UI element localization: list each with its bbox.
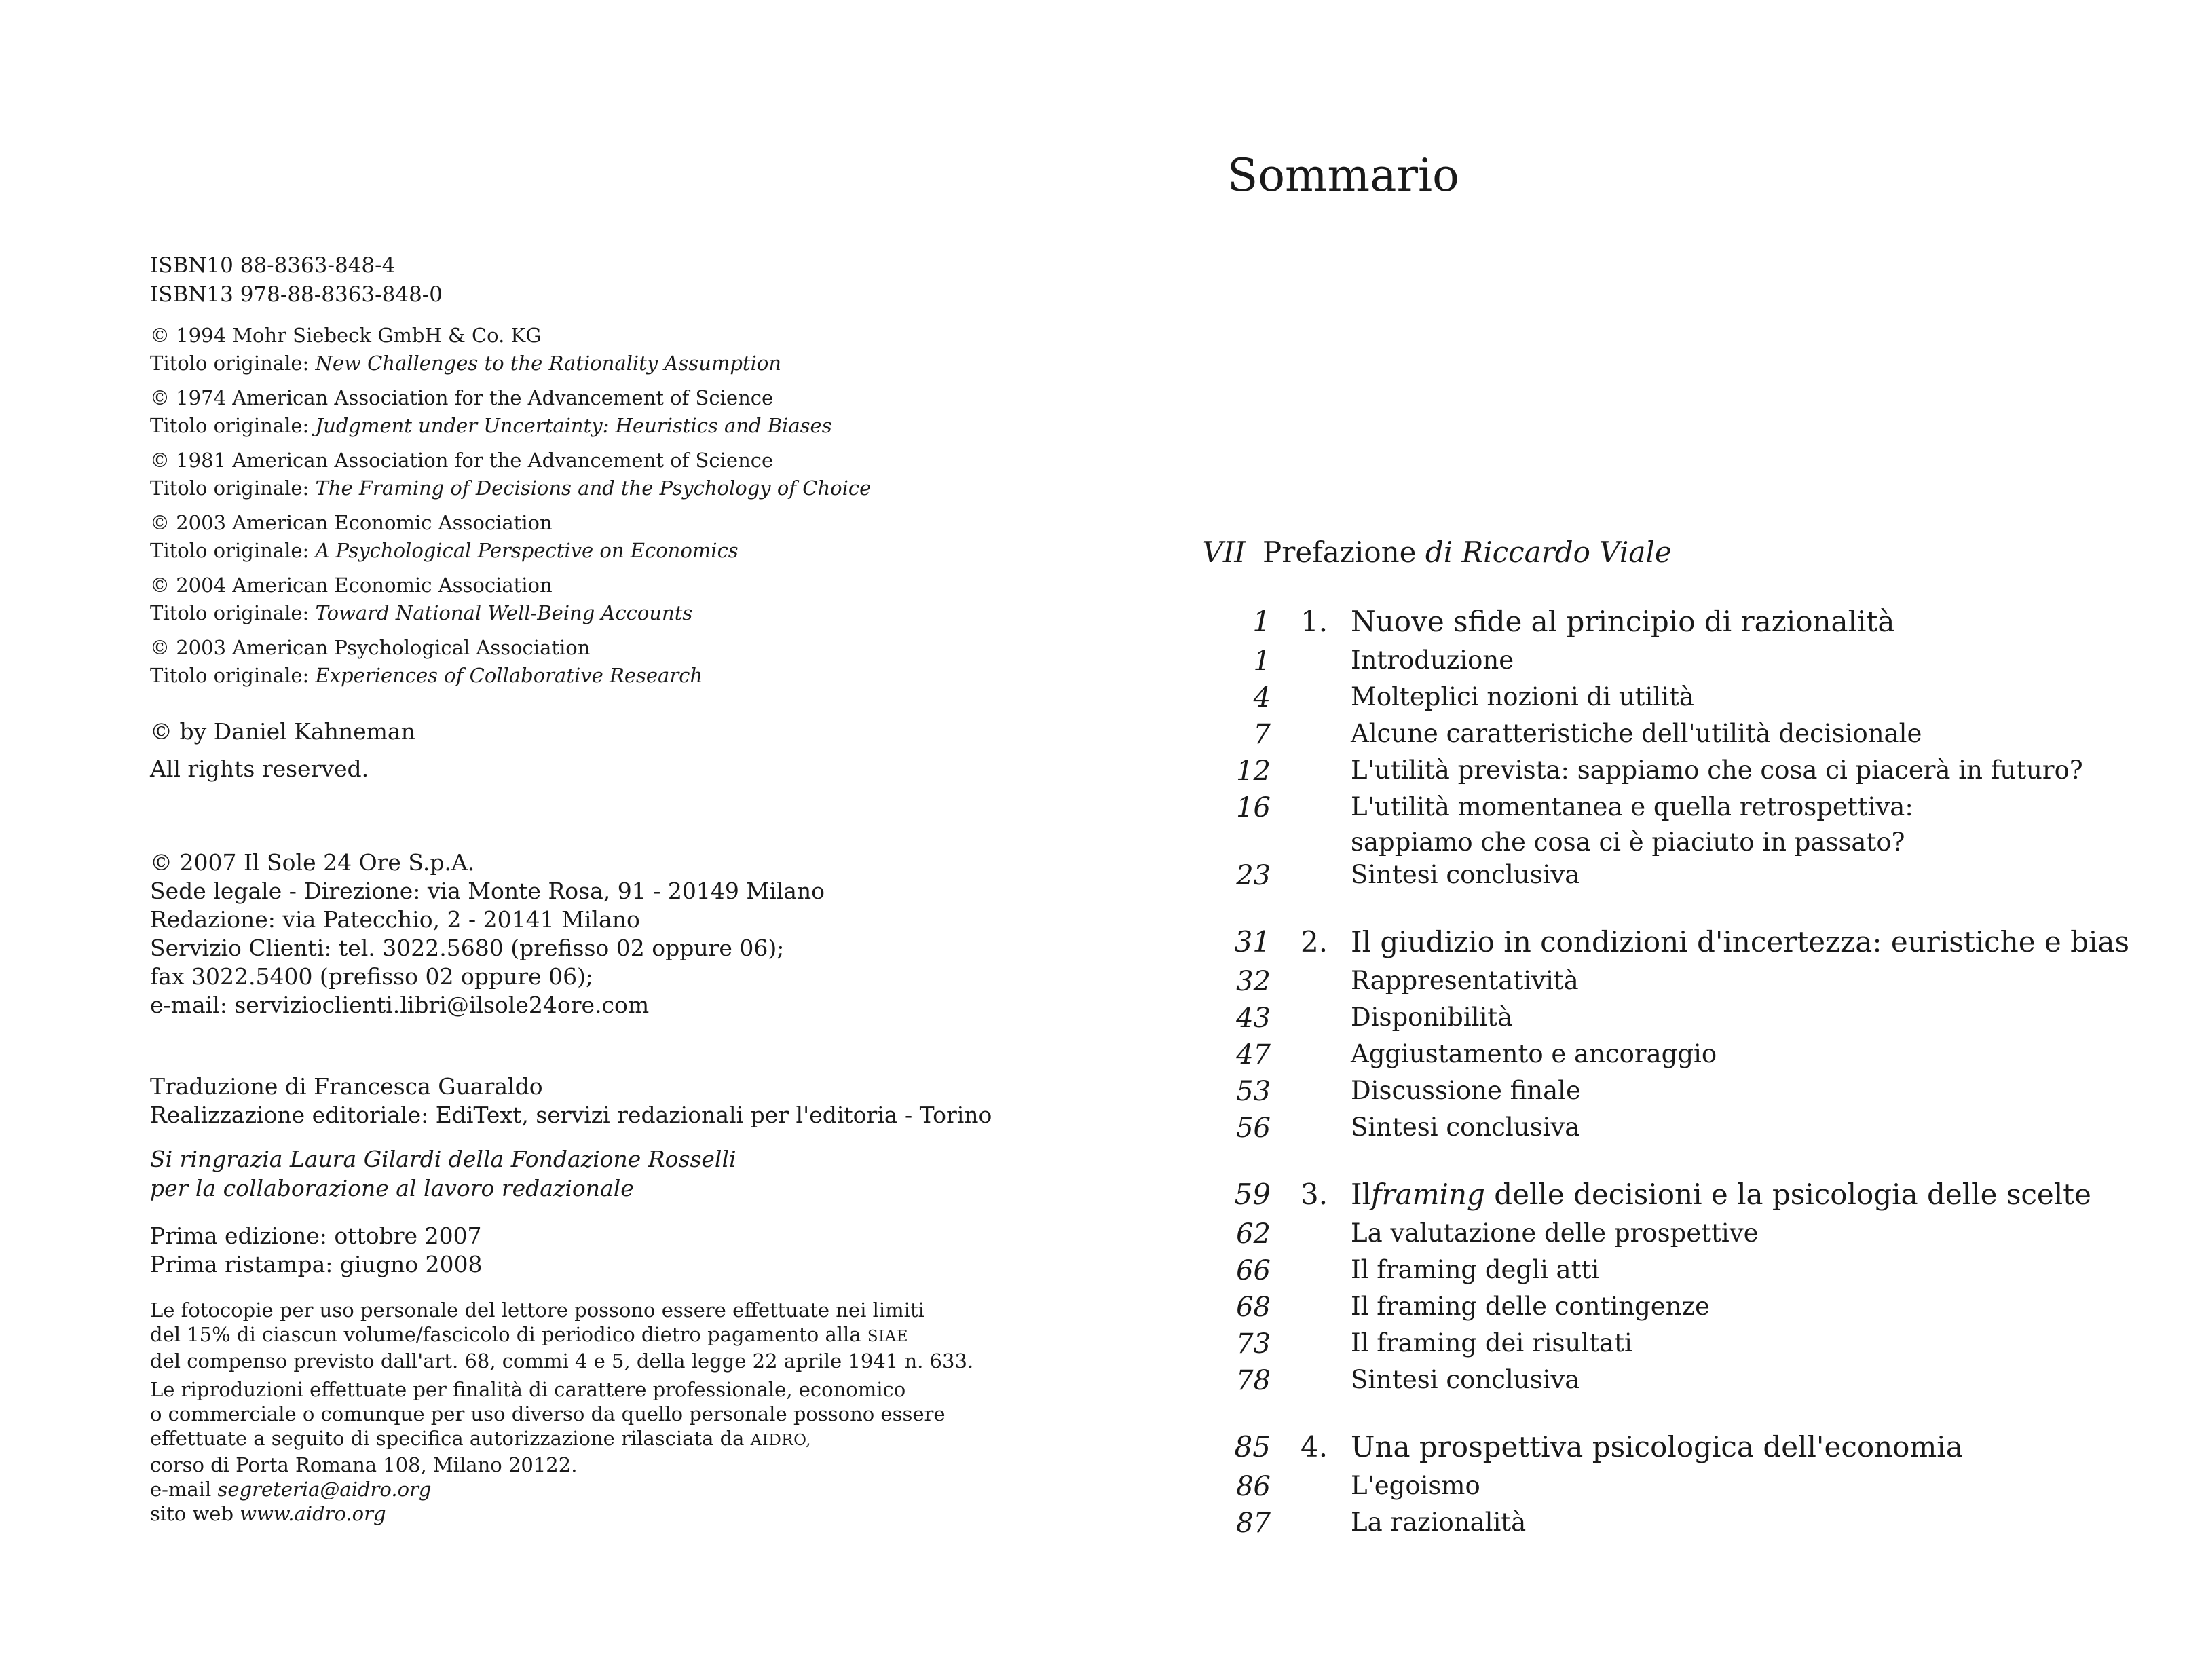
toc-section	[1195, 1326, 2192, 1362]
toc-section	[1195, 1252, 2192, 1289]
toc-section	[1195, 679, 2192, 716]
toc-entry-title: Rappresentatività	[1351, 966, 1579, 995]
first-reprint: Prima ristampa: giugno 2008	[150, 1251, 483, 1277]
toc-entry-title: Sintesi conclusiva	[1351, 1113, 1580, 1142]
publisher-info	[150, 848, 1032, 1020]
rights-title: New Challenges to the Rationality Assumption	[315, 352, 781, 375]
toc-entry-title: Aggiustamento e ancoraggio	[1351, 1039, 1717, 1068]
toc-page-number: 16	[1236, 792, 1271, 823]
toc-page-number: 59	[1234, 1178, 1271, 1211]
rights-entry	[150, 322, 1032, 377]
rights-original-title	[150, 412, 1032, 440]
toc-section	[1195, 1000, 2192, 1037]
rights-title: The Framing of Decisions and the Psychology of Choice	[315, 477, 872, 500]
toc-entry-title: Introduzione	[1351, 646, 1514, 675]
rights-list	[150, 322, 1032, 690]
rights-entry	[150, 572, 1032, 627]
toc-chapter-number: 2.	[1301, 925, 1328, 958]
rights-label: Titolo originale:	[150, 352, 310, 375]
toc-entry-title: Molteplici nozioni di utilità	[1351, 682, 1694, 711]
toc-entry-prefazione	[1195, 533, 2192, 570]
rights-label: Titolo originale:	[150, 539, 310, 562]
legal-line: Le fotocopie per uso personale del lettore possono essere effettuate nei limiti	[150, 1299, 924, 1322]
toc-title-part: Il	[1351, 1178, 1372, 1211]
toc-entry-title: Sintesi conclusiva	[1351, 1365, 1580, 1394]
toc-entry-title: La valutazione delle prospettive	[1351, 1218, 1759, 1248]
toc-entry-title: Il framing delle contingenze	[1351, 1292, 1710, 1321]
rights-label: Titolo originale:	[150, 664, 310, 687]
toc-section	[1195, 1110, 2192, 1146]
toc-page-number: 47	[1236, 1039, 1271, 1070]
toc-page-number: 66	[1236, 1255, 1271, 1286]
toc-page-number: 87	[1236, 1508, 1271, 1539]
rights-label: Titolo originale:	[150, 414, 310, 437]
toc-page-number: 31	[1234, 925, 1271, 958]
rights-entry	[150, 634, 1032, 690]
toc-chapter-4	[1195, 1427, 2192, 1468]
toc-section	[1195, 789, 2192, 857]
aidro-web-line	[150, 1501, 1032, 1526]
legal-line	[150, 1426, 1032, 1453]
toc-section	[1195, 1216, 2192, 1252]
publisher-editorial-address: Redazione: via Patecchio, 2 - 20141 Milano	[150, 906, 640, 933]
toc-section	[1195, 1037, 2192, 1073]
legal-line: o commerciale o comunque per uso diverso da quello personale possono essere	[150, 1402, 946, 1425]
toc-page-number: 1	[1253, 646, 1271, 677]
isbn-10: ISBN10 88-8363-848-4	[150, 253, 396, 278]
toc-page-number: 78	[1236, 1365, 1271, 1396]
aidro-email-line	[150, 1477, 1032, 1501]
toc-section	[1195, 753, 2192, 789]
toc-page-number: 56	[1236, 1113, 1271, 1144]
prefazione-label: Prefazione	[1263, 536, 1417, 569]
aidro-email: segreteria@aidro.org	[217, 1478, 432, 1501]
toc-entry-title	[1351, 789, 1913, 860]
right-page-contents	[1103, 0, 2206, 1680]
legal-line: del compenso previsto dall'art. 68, commi 4 e 5, della legge 22 aprile 1941 n. 633.	[150, 1349, 974, 1373]
toc-title-line: sappiamo che cosa ci è piaciuto in passato?	[1351, 827, 1905, 857]
toc-entry-title: Discussione finale	[1351, 1076, 1581, 1105]
acknowledgement	[150, 1144, 1032, 1203]
toc-entry-title: Sintesi conclusiva	[1351, 860, 1580, 889]
toc-page-number: 7	[1253, 719, 1271, 750]
rights-copyright: © 1974 American Association for the Advancement of Science	[150, 386, 774, 409]
toc-chapter-number: 1.	[1301, 605, 1328, 638]
toc-entry-title: Il framing dei risultati	[1351, 1328, 1632, 1358]
edition-info	[150, 1222, 1032, 1279]
toc-section	[1195, 857, 2192, 894]
toc-page-number: 43	[1236, 1003, 1271, 1034]
rights-entry	[150, 447, 1032, 502]
author-rights	[150, 713, 1032, 787]
toc-section	[1195, 1073, 2192, 1110]
toc-page-number: 53	[1236, 1076, 1271, 1107]
toc-page-number: 85	[1234, 1430, 1271, 1463]
publisher-legal-address: Sede legale - Direzione: via Monte Rosa, 91 - 20149 Milano	[150, 878, 825, 904]
all-rights-reserved: All rights reserved.	[150, 755, 369, 782]
toc-section	[1195, 963, 2192, 1000]
rights-copyright: © 1981 American Association for the Advancement of Science	[150, 449, 774, 472]
rights-original-title	[150, 474, 1032, 502]
rights-title: Toward National Well-Being Accounts	[315, 601, 693, 624]
publisher-fax: fax 3022.5400 (prefisso 02 oppure 06);	[150, 963, 594, 990]
toc-section	[1195, 716, 2192, 753]
toc-page-number: 12	[1236, 755, 1271, 787]
toc-entry-title	[1263, 533, 1672, 572]
toc-page-number: 62	[1236, 1218, 1271, 1250]
legal-line	[150, 1322, 1032, 1349]
prefazione-author: di Riccardo Viale	[1425, 536, 1672, 569]
rights-label: Titolo originale:	[150, 601, 310, 624]
toc-entry-title: Disponibilità	[1351, 1003, 1513, 1032]
toc-entry-title: L'egoismo	[1351, 1471, 1480, 1500]
rights-entry	[150, 384, 1032, 440]
toc-entry-title: Una prospettiva psicologica dell'economia	[1351, 1430, 1963, 1463]
toc-entry-title: La razionalità	[1351, 1508, 1527, 1537]
editorial-production: Realizzazione editoriale: EdiText, servizi redazionali per l'editoria - Torino	[150, 1102, 992, 1128]
photocopy-legal-notice	[150, 1298, 1032, 1526]
rights-label: Titolo originale:	[150, 477, 310, 500]
toc-title-line: L'utilità momentanea e quella retrospettiva:	[1351, 792, 1913, 821]
rights-title: A Psychological Perspective on Economics	[315, 539, 739, 562]
toc-page-number: 4	[1253, 682, 1271, 713]
acknowledgement-line: Si ringrazia Laura Gilardi della Fondazione Rosselli	[150, 1146, 736, 1172]
legal-line: Le riproduzioni effettuate per finalità di carattere professionale, economico	[150, 1378, 906, 1401]
toc-section	[1195, 643, 2192, 679]
toc-page-number: 68	[1236, 1292, 1271, 1323]
rights-original-title	[150, 350, 1032, 377]
rights-original-title	[150, 537, 1032, 565]
legal-text: effettuate a seguito di specifica autorizzazione rilasciata da	[150, 1427, 745, 1450]
page-title: Sommario	[1227, 149, 1459, 202]
toc-page-number: 23	[1236, 860, 1271, 891]
publisher-email: e-mail: servizioclienti.libri@ilsole24ore.com	[150, 992, 650, 1018]
toc-title-italic: framing	[1371, 1178, 1485, 1211]
toc-page-number: 32	[1236, 966, 1271, 997]
toc-entry-title: Nuove sfide al principio di razionalità	[1351, 605, 1895, 638]
web-label: sito web	[150, 1502, 234, 1525]
translator: Traduzione di Francesca Guaraldo	[150, 1073, 543, 1100]
aidro-website: www.aidro.org	[240, 1502, 386, 1525]
rights-copyright: © 1994 Mohr Siebeck GmbH & Co. KG	[150, 324, 542, 347]
toc-entry-title: Il framing degli atti	[1351, 1255, 1600, 1284]
toc-entry-title	[1351, 1175, 2091, 1214]
toc-page-number: 86	[1236, 1471, 1271, 1502]
legal-paragraph-professional	[150, 1377, 1032, 1526]
table-of-contents	[1195, 533, 2192, 1542]
isbn-block	[150, 251, 1032, 310]
toc-section	[1195, 1289, 2192, 1326]
isbn-13: ISBN13 978-88-8363-848-0	[150, 282, 443, 307]
toc-chapter-1	[1195, 602, 2192, 643]
rights-copyright: © 2003 American Psychological Association	[150, 636, 591, 659]
toc-entry-title: L'utilità prevista: sappiamo che cosa ci piacerà in futuro?	[1351, 755, 2083, 785]
first-edition: Prima edizione: ottobre 2007	[150, 1222, 482, 1249]
toc-entry-title: Alcune caratteristiche dell'utilità decisionale	[1351, 719, 1922, 748]
toc-entry-title: Il giudizio in condizioni d'incertezza: euristiche e bias	[1351, 925, 2130, 958]
translation-credits	[150, 1072, 1032, 1130]
toc-page-number: 73	[1236, 1328, 1271, 1360]
rights-copyright: © 2003 American Economic Association	[150, 511, 553, 534]
legal-text: del 15% di ciascun volume/fascicolo di periodico dietro pagamento alla	[150, 1323, 861, 1346]
author-copyright: © by Daniel Kahneman	[150, 718, 415, 745]
toc-section	[1195, 1468, 2192, 1505]
rights-title: Judgment under Uncertainty: Heuristics and Biases	[315, 414, 832, 437]
acknowledgement-line: per la collaborazione al lavoro redazionale	[150, 1175, 634, 1201]
toc-chapter-number: 3.	[1301, 1178, 1328, 1211]
rights-entry	[150, 509, 1032, 565]
toc-section	[1195, 1505, 2192, 1542]
legal-paragraph-personal	[150, 1298, 1032, 1373]
publisher-copyright: © 2007 Il Sole 24 Ore S.p.A.	[150, 849, 475, 876]
email-label: e-mail	[150, 1478, 212, 1501]
siae-abbr: SIAE	[867, 1328, 909, 1345]
rights-title: Experiences of Collaborative Research	[315, 664, 703, 687]
publisher-customer-service: Servizio Clienti: tel. 3022.5680 (prefisso 02 oppure 06);	[150, 935, 785, 961]
legal-line: corso di Porta Romana 108, Milano 20122.	[150, 1453, 578, 1476]
toc-title-part: delle decisioni e la psicologia delle scelte	[1494, 1178, 2091, 1211]
toc-chapter-number: 4.	[1301, 1430, 1328, 1463]
toc-section	[1195, 1362, 2192, 1399]
toc-chapter-2	[1195, 922, 2192, 963]
toc-page-number: VII	[1202, 536, 1246, 569]
toc-page-number: 1	[1252, 605, 1271, 638]
rights-original-title	[150, 662, 1032, 690]
colophon	[150, 251, 1032, 1530]
rights-original-title	[150, 599, 1032, 627]
rights-copyright: © 2004 American Economic Association	[150, 574, 553, 597]
aidro-abbr: AIDRO,	[750, 1432, 811, 1449]
toc-chapter-3	[1195, 1175, 2192, 1216]
